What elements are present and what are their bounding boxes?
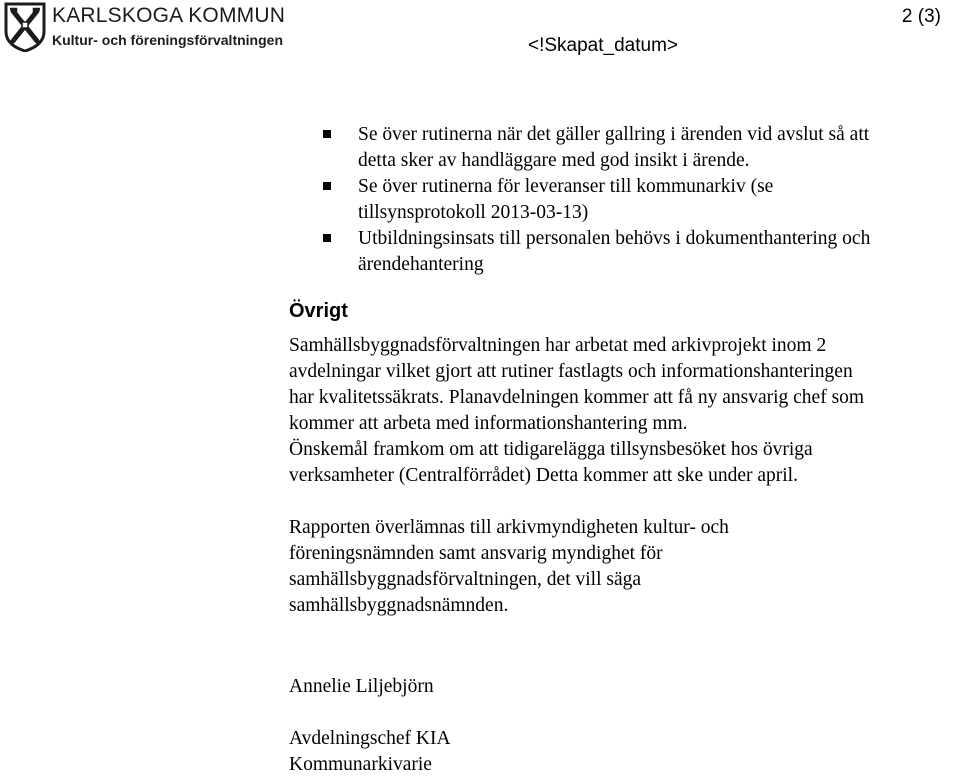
paragraph-line: samhällsbyggnadsnämnden. (289, 595, 509, 616)
signatory-title (289, 726, 960, 778)
department-name: Kultur- och föreningsförvaltningen (52, 32, 283, 48)
paragraph-line: avdelningar vilket gjort att rutiner fastlagts och informationshanteringen (289, 361, 853, 382)
list-item (320, 122, 960, 174)
paragraph-line: Önskemål framkom om att tidigarelägga tillsynsbesöket hos övriga (289, 439, 813, 460)
list-item-line: detta sker av handläggare med god insikt i ärende. (358, 150, 750, 171)
square-bullet-icon (323, 182, 331, 190)
municipality-logo (3, 2, 47, 52)
list-item (320, 226, 960, 278)
recommendation-list (320, 122, 960, 278)
page-number: 2 (3) (901, 6, 941, 27)
paragraph-other (289, 333, 960, 489)
paragraph-line: verksamheter (Centralförrådet) Detta kommer att ske under april. (289, 465, 798, 486)
paragraph-line: föreningsnämnden samt ansvarig myndighet för (289, 543, 663, 564)
created-date-field: <!Skapat_datum> (528, 35, 678, 56)
list-item (320, 174, 960, 226)
square-bullet-icon (323, 234, 331, 242)
list-item-line: tillsynsprotokoll 2013-03-13) (358, 202, 589, 223)
paragraph-line: har kvalitetssäkrats. Planavdelningen kommer att få ny ansvarig chef som (289, 387, 865, 408)
organization-name: KARLSKOGA KOMMUN (52, 4, 286, 27)
paragraph-line: samhällsbyggnadsförvaltningen, det vill säga (289, 569, 642, 590)
list-item-line: Se över rutinerna när det gäller gallring i ärenden vid avslut så att (358, 124, 870, 145)
paragraph-report (289, 515, 960, 619)
list-item-line: Utbildningsinsats till personalen behövs i dokumenthantering och (358, 228, 871, 249)
paragraph-line: Rapporten överlämnas till arkivmyndigheten kultur- och (289, 517, 729, 538)
signatory-title-line: Avdelningschef KIA (289, 728, 451, 749)
signatory-name: Annelie Liljebjörn (289, 676, 434, 697)
paragraph-line: kommer att arbeta med informationshantering mm. (289, 413, 688, 434)
section-heading: Övrigt (289, 300, 348, 322)
list-item-line: Se över rutinerna för leveranser till kommunarkiv (se (358, 176, 774, 197)
square-bullet-icon (323, 130, 331, 138)
paragraph-line: Samhällsbyggnadsförvaltningen har arbetat med arkivprojekt inom 2 (289, 335, 827, 356)
list-item-line: ärendehantering (358, 254, 484, 275)
signatory-title-line: Kommunarkivarie (289, 754, 432, 775)
